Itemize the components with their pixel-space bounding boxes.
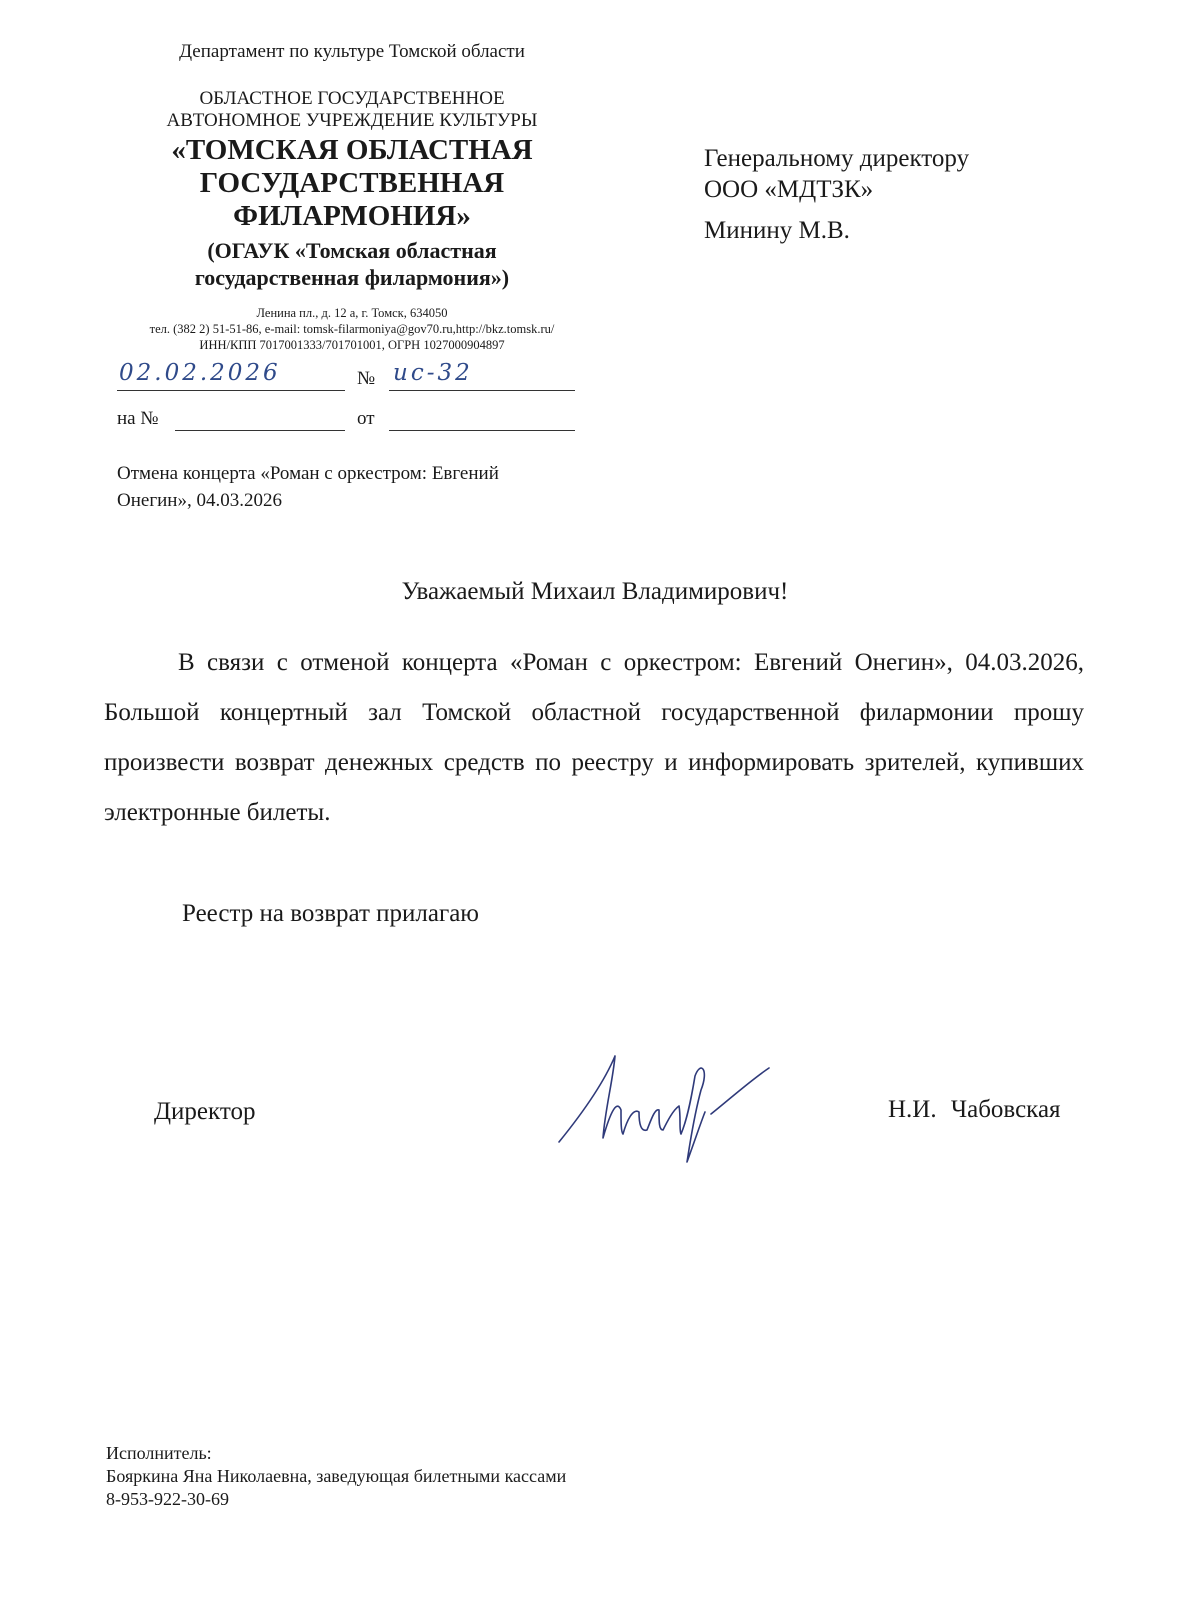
reply-to-row bbox=[117, 402, 587, 434]
greeting: Уважаемый Михаил Владимирович! bbox=[401, 578, 789, 605]
reply-to-label: на № bbox=[117, 408, 159, 429]
registration-row bbox=[117, 362, 587, 394]
org-short-name bbox=[112, 237, 592, 291]
org-requisites: ИНН/КПП 7017001333/701701001, ОГРН 1027000904897 bbox=[199, 338, 505, 352]
executor-block bbox=[106, 1442, 566, 1511]
org-address: Ленина пл., д. 12 а, г. Томск, 634050 bbox=[256, 306, 448, 320]
department-name: Департамент по культуре Томской области bbox=[179, 41, 525, 62]
number-label: № bbox=[357, 368, 376, 389]
recipient-position: Генеральному директору bbox=[704, 145, 970, 172]
handwritten-signature bbox=[555, 1050, 775, 1170]
subject-line1: Отмена концерта «Роман с оркестром: Евгений bbox=[117, 463, 499, 484]
date-field bbox=[117, 362, 345, 391]
org-phone-email: тел. (382 2) 51-51-86, e-mail: tomsk-filarmoniya@gov70.ru,http://bkz.tomsk.ru/ bbox=[149, 322, 555, 336]
org-short-line2: государственная филармония») bbox=[194, 265, 510, 290]
reply-to-number-field bbox=[175, 402, 345, 431]
org-name bbox=[112, 134, 592, 233]
recipient-company: ООО «МДТЗК» bbox=[704, 176, 874, 203]
letterhead bbox=[112, 38, 592, 353]
org-type-line1: ОБЛАСТНОЕ ГОСУДАРСТВЕННОЕ bbox=[199, 88, 505, 109]
subject-line2: Онегин», 04.03.2026 bbox=[117, 490, 282, 511]
signatory-name: Н.И. Чабовская bbox=[888, 1096, 1061, 1123]
org-name-line3: ФИЛАРМОНИЯ» bbox=[233, 200, 471, 232]
reply-to-date-field bbox=[389, 402, 575, 431]
org-name-line2: ГОСУДАРСТВЕННАЯ bbox=[199, 167, 505, 199]
org-contacts bbox=[112, 305, 592, 353]
executor-person: Бояркина Яна Николаевна, заведующая билетными кассами bbox=[106, 1466, 567, 1486]
letter-body: В связи с отменой концерта «Роман с оркестром: Евгений Онегин», 04.03.2026, Большой концертный зал Томской областной государственной филармонии прошу произвести возврат денежных средств по реестру и информировать зрителей, купивших электронные билеты. bbox=[104, 649, 1084, 826]
org-short-line1: (ОГАУК «Томская областная bbox=[207, 238, 497, 263]
signatory-title: Директор bbox=[154, 1098, 256, 1125]
executor-phone: 8-953-922-30-69 bbox=[106, 1489, 229, 1509]
org-type bbox=[112, 88, 592, 132]
org-name-line1: «ТОМСКАЯ ОБЛАСТНАЯ bbox=[171, 134, 533, 166]
handwritten-number: ис-32 bbox=[393, 360, 473, 386]
handwritten-date: 02.02.2026 bbox=[119, 360, 281, 386]
attachment-note: Реестр на возврат прилагаю bbox=[182, 900, 479, 927]
recipient-block bbox=[704, 143, 1084, 246]
number-field bbox=[389, 362, 575, 391]
from-label: от bbox=[357, 408, 375, 429]
letter-subject bbox=[117, 460, 597, 514]
org-type-line2: АВТОНОМНОЕ УЧРЕЖДЕНИЕ КУЛЬТУРЫ bbox=[166, 110, 538, 131]
executor-label: Исполнитель: bbox=[106, 1443, 212, 1463]
recipient-name: Минину М.В. bbox=[704, 217, 850, 244]
